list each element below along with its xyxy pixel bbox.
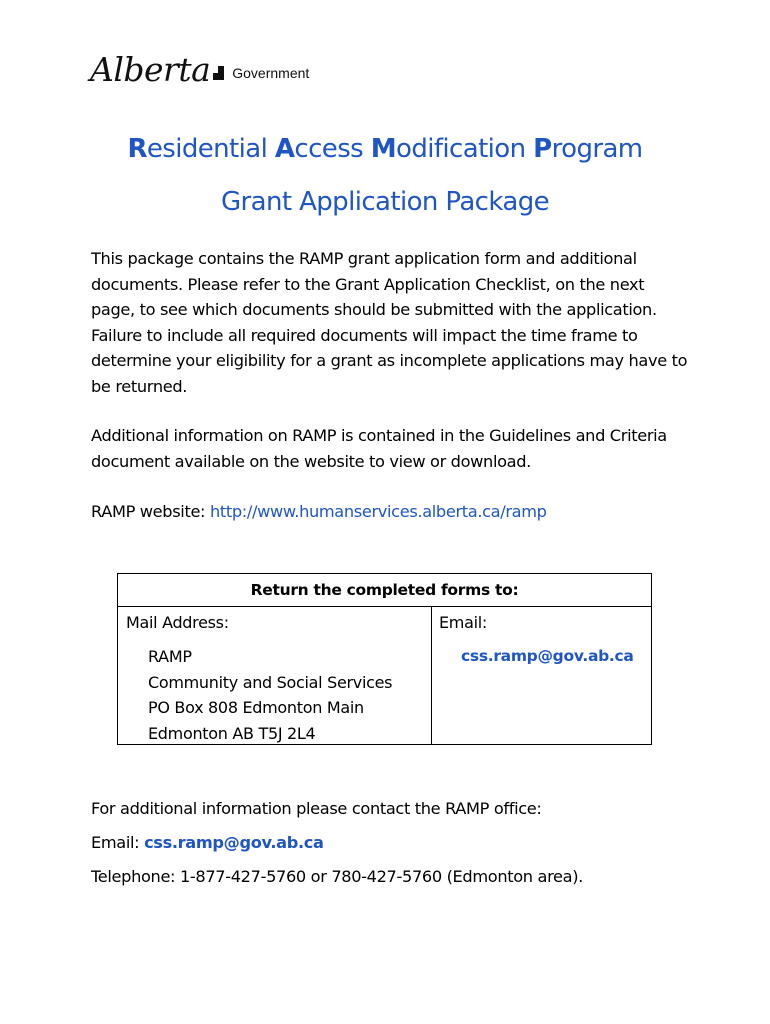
title-part-ccess: ccess: [294, 134, 371, 164]
mail-address-block: [148, 644, 392, 746]
contact-telephone: Telephone: 1-877-427-5760 or 780-427-5760 (Edmonton area).: [91, 867, 583, 886]
contact-email-label: Email:: [91, 833, 145, 852]
title-letter-r: R: [127, 134, 147, 164]
government-wordmark: Government: [232, 65, 310, 81]
email-label: Email:: [439, 613, 487, 632]
title-letter-m: M: [370, 134, 397, 164]
title-letter-a: A: [274, 134, 295, 164]
website-line: [91, 499, 691, 525]
ramp-website-link[interactable]: http://www.humanservices.alberta.ca/ramp: [209, 502, 547, 521]
title-part-esidential: esidential: [146, 134, 275, 164]
mail-line-po-box: PO Box 808 Edmonton Main: [148, 698, 364, 717]
column-divider: [431, 606, 432, 745]
additional-info-paragraph: Additional information on RAMP is contained in the Guidelines and Criteria document available on the website to view or download.: [91, 426, 667, 471]
intro-paragraph: This package contains the RAMP grant application form and additional documents. Please refer to the Grant Application Checklist, on the next page, to see which documents should be submitted with the application. Failure to include all required documents will impact the time frame to determine your eligibility for a grant as incomplete applications may have to be returned.: [91, 249, 688, 396]
alberta-government-logo: [90, 52, 309, 88]
return-forms-table: [117, 573, 652, 745]
return-email-link[interactable]: css.ramp@gov.ab.ca: [461, 647, 634, 665]
title-letter-p: P: [533, 134, 552, 164]
title-part-rogram: rogram: [551, 134, 643, 164]
contact-email-link[interactable]: css.ramp@gov.ab.ca: [144, 833, 324, 852]
alberta-logo-mark-icon: [213, 66, 224, 80]
title-part-odification: odification: [396, 134, 534, 164]
contact-intro: For additional information please contact the RAMP office:: [91, 799, 542, 818]
alberta-wordmark: Alberta: [90, 50, 211, 89]
contact-email-line: [91, 832, 324, 854]
mail-address-label: Mail Address:: [126, 613, 229, 632]
package-subtitle: Grant Application Package: [220, 187, 549, 217]
website-label: RAMP website:: [91, 502, 210, 521]
mail-line-name: RAMP: [148, 647, 192, 666]
mail-line-department: Community and Social Services: [148, 672, 393, 692]
program-title: [0, 134, 770, 164]
return-table-header: Return the completed forms to:: [118, 574, 651, 607]
mail-line-city: Edmonton AB T5J 2L4: [148, 723, 316, 743]
